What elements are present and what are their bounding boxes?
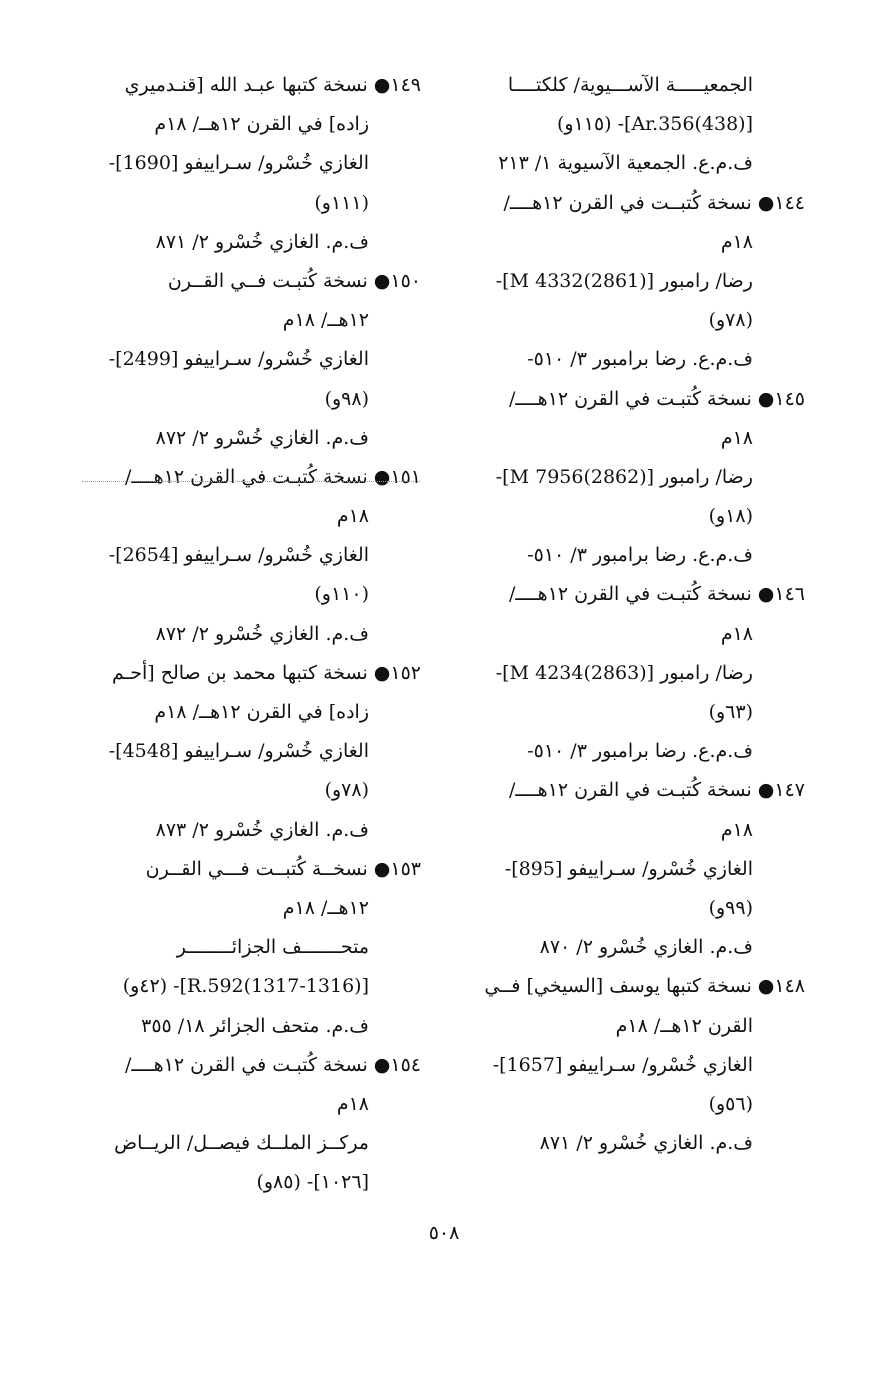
left-column bbox=[76, 66, 421, 1202]
text-line: ١٥٢● نسخة كتبها محمد بن صالح [أحـم bbox=[112, 661, 421, 684]
text-line: ١٤٥● نسخة كُتبـت في القرن ١٢هــــ/ bbox=[509, 387, 805, 410]
text-line: القرن ١٢هــ/ ١٨م bbox=[615, 1014, 753, 1037]
page-number: ٥٠٨ bbox=[428, 1222, 460, 1244]
text-line: (١١١و) bbox=[314, 191, 369, 214]
text-line: رضا/ رامبور [M 4234(2863)]- bbox=[495, 661, 753, 684]
text-line: ف.م. الغازي خُسْرو ٢/ ٨٧١ bbox=[155, 230, 369, 253]
text-line: (٦٣و) bbox=[708, 701, 753, 723]
text-line: ف.م.ع. رضا برامبور ٣/ ٥١٠- bbox=[527, 544, 753, 567]
text-line: ١٨م bbox=[720, 818, 753, 841]
text-line: ١٨م bbox=[336, 505, 369, 528]
right-column bbox=[460, 66, 805, 1163]
text-line: رضا/ رامبور [M 7956(2862)]- bbox=[495, 465, 753, 488]
text-line: الغازي خُسْرو/ سـراييفو [895]- bbox=[504, 857, 753, 880]
text-line: ف.م. الغازي خُسْرو ٢/ ٨٧١ bbox=[539, 1132, 753, 1155]
text-line: ١٢هــ/ ١٨م bbox=[282, 309, 369, 332]
text-line: الغازي خُسْرو/ سـراييفو [2499]- bbox=[108, 348, 369, 371]
text-line: مركــز الملــك فيصــل/ الريــاض bbox=[114, 1132, 369, 1155]
text-line: [Ar.356(438)]- (١١٥و) bbox=[556, 113, 753, 136]
dotted-rule bbox=[82, 481, 420, 482]
text-line: ١٨م bbox=[720, 622, 753, 645]
text-line: الجمعيـــــة الآســـيوية/ كلكتــــا bbox=[507, 74, 753, 96]
text-line: (٥٦و) bbox=[708, 1092, 753, 1115]
text-line: ف.م. متحف الجزائر ١٨/ ٣٥٥ bbox=[141, 1014, 369, 1037]
text-line: (٧٨و) bbox=[324, 779, 369, 802]
text-line: (١٨و) bbox=[708, 505, 753, 528]
text-line: ١٥١● نسخة كُتبـت في القرن ١٢هــــ/ bbox=[125, 465, 421, 488]
text-line: ١٥٠● نسخة كُتبـت فــي القــرن bbox=[167, 269, 421, 292]
text-line: ف.م.ع. رضا برامبور ٣/ ٥١٠- bbox=[527, 348, 753, 371]
text-line: [١٠٢٦]- (٨٥و) bbox=[256, 1171, 369, 1194]
text-line: ١٤٩● نسخة كتبها عبـد الله [قنـدميري bbox=[124, 74, 421, 96]
text-line: (٧٨و) bbox=[708, 309, 753, 332]
text-line: الغازي خُسْرو/ سـراييفو [2654]- bbox=[108, 544, 369, 567]
text-line: ١٤٤● نسخة كُتبــت في القرن ١٢هــــ/ bbox=[503, 191, 805, 214]
text-line: ١٤٨● نسخة كتبها يوسف [السيخي] فــي bbox=[484, 975, 805, 998]
text-line: ١٥٤● نسخة كُتبـت في القرن ١٢هــــ/ bbox=[125, 1053, 421, 1076]
text-line: ١٤٧● نسخة كُتبـت في القرن ١٢هــــ/ bbox=[509, 779, 805, 802]
text-line: ف.م. الغازي خُسْرو ٢/ ٨٧٣ bbox=[155, 818, 369, 841]
text-line: (١١٠و) bbox=[314, 583, 369, 606]
text-line: الغازي خُسْرو/ سـراييفو [4548]- bbox=[108, 740, 369, 763]
text-line: ١٨م bbox=[720, 230, 753, 253]
text-line: ف.م.ع. رضا برامبور ٣/ ٥١٠- bbox=[527, 740, 753, 763]
text-line: زاده] في القرن ١٢هــ/ ١٨م bbox=[154, 113, 369, 136]
text-line: ف.م.ع. الجمعية الآسيوية ١/ ٢١٣ bbox=[498, 152, 753, 175]
text-line: [R.592(1317-1316)]- (٤٢و) bbox=[122, 975, 369, 998]
text-line: ١٤٦● نسخة كُتبـت في القرن ١٢هــــ/ bbox=[509, 583, 805, 606]
text-line: متحـــــــف الجزائــــــــر bbox=[176, 936, 369, 959]
text-line: زاده] في القرن ١٢هــ/ ١٨م bbox=[154, 701, 369, 723]
text-line: الغازي خُسْرو/ سـراييفو [1657]- bbox=[492, 1053, 753, 1076]
text-line: رضا/ رامبور [M 4332(2861)]- bbox=[495, 269, 753, 292]
text-line: ١٨م bbox=[336, 1092, 369, 1115]
text-line: ف.م. الغازي خُسْرو ٢/ ٨٧٢ bbox=[155, 426, 369, 449]
text-line: الغازي خُسْرو/ سـراييفو [1690]- bbox=[108, 152, 369, 175]
text-line: (٩٨و) bbox=[324, 387, 369, 410]
text-line: ١٨م bbox=[720, 426, 753, 449]
text-line: (٩٩و) bbox=[708, 896, 753, 919]
text-line: ١٥٣● نسخــة كُتبــت فـــي القــرن bbox=[145, 857, 421, 880]
text-line: ف.م. الغازي خُسْرو ٢/ ٨٧٠ bbox=[539, 936, 753, 959]
text-line: ف.م. الغازي خُسْرو ٢/ ٨٧٢ bbox=[155, 622, 369, 645]
text-line: ١٢هــ/ ١٨م bbox=[282, 896, 369, 919]
